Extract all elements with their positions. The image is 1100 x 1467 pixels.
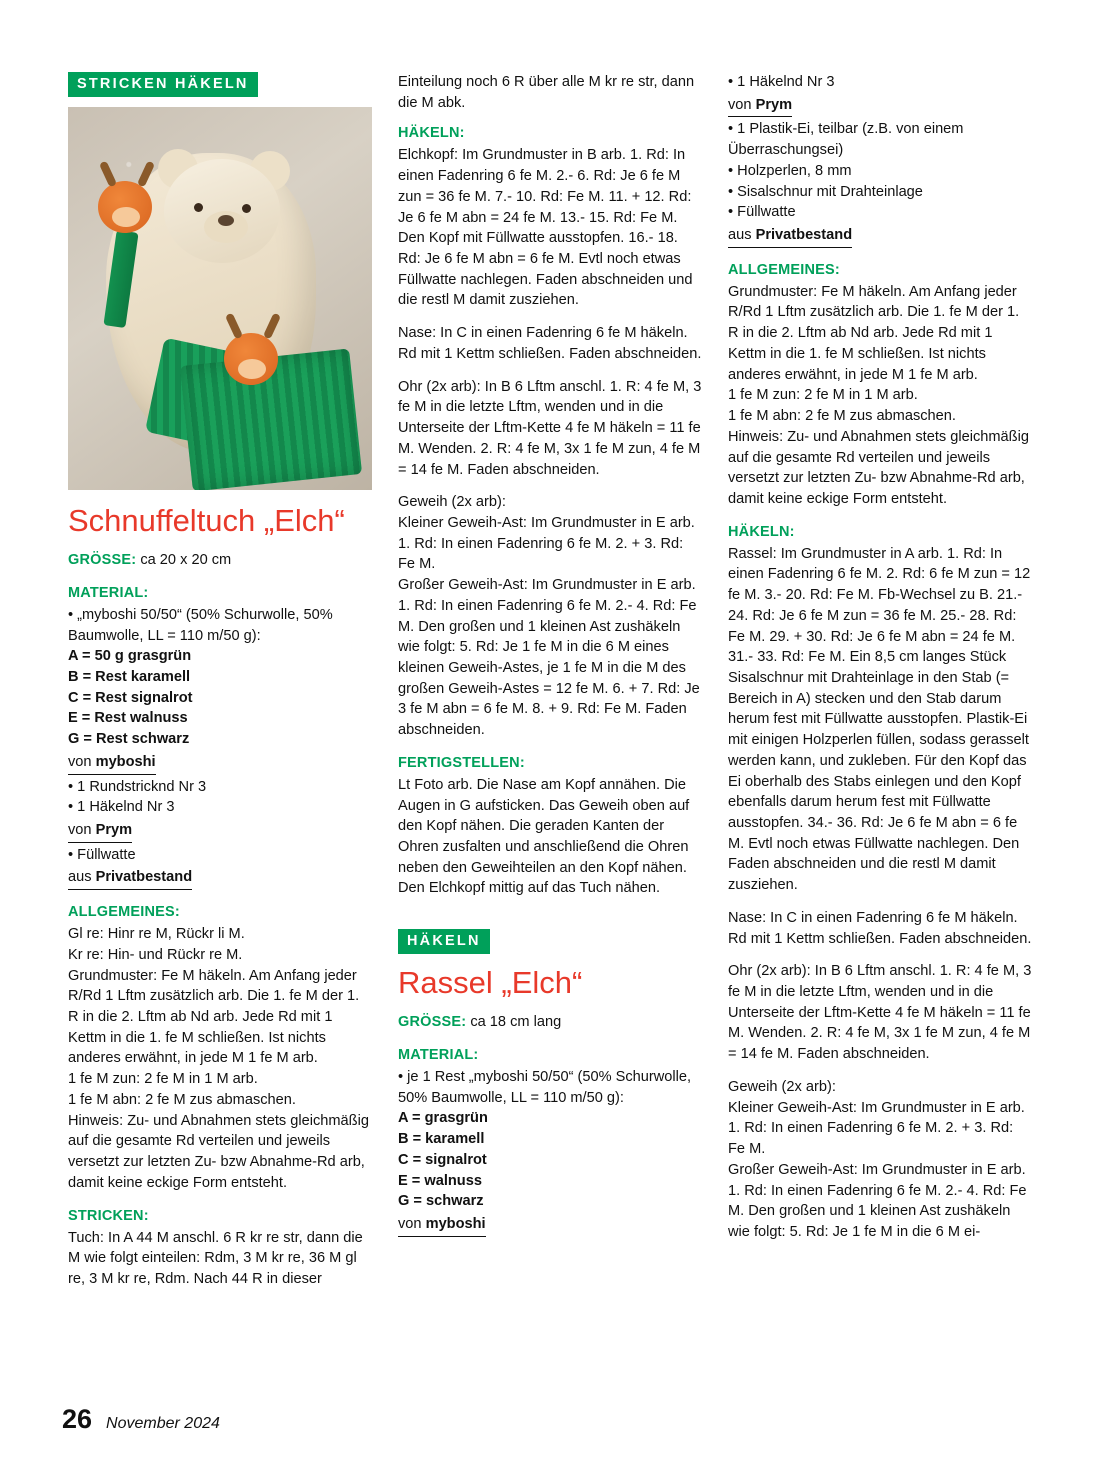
brand-prym-line-2 — [728, 95, 792, 118]
general-abnahme: 1 fe M abn: 2 fe M zus abmaschen. — [68, 1091, 296, 1108]
knit-heading: STRICKEN: — [68, 1207, 149, 1224]
size-heading-2: GRÖSSE: — [398, 1014, 467, 1031]
three-column-layout — [68, 72, 1032, 1302]
yarn-a — [68, 646, 372, 667]
nase-text-2: Nase: In C in einen Fadenring 6 fe M häkeln. Rd mit 1 Kettm schließen. Faden abschneiden. — [728, 909, 1032, 947]
yarn-a-text: A = 50 g grasgrün — [68, 648, 192, 665]
brand-privatbestand: Privatbestand — [95, 869, 193, 886]
crochet-heading-2: HÄKELN: — [728, 523, 795, 540]
size-line-2 — [398, 1012, 702, 1033]
material-heading-2: MATERIAL: — [398, 1046, 479, 1063]
item-fuellwatte-2: • Füllwatte — [728, 204, 796, 221]
crochet-heading: HÄKELN: — [398, 125, 465, 142]
project-photo — [68, 107, 372, 490]
yarn2-e — [398, 1171, 702, 1192]
extra-list — [68, 845, 372, 866]
tool-list-3 — [728, 72, 1032, 93]
item-plastik-ei: • 1 Plastik-Ei, teilbar (z.B. von einem Überraschungsei) — [728, 121, 964, 159]
ohr-text: Ohr (2x arb): In B 6 Lftm anschl. 1. R: 4 fe M, 3 fe M in die letzte Lftm, wenden und in die Unterseite der Lftm-Kette 4 fe M häkeln = 11 fe M. Wenden. 2. R: 4 fe M, 3x 1 fe M zun, 4 fe M = 14 fe M. Faden abschneiden. — [398, 378, 702, 478]
material-heading: MATERIAL: — [68, 584, 149, 601]
brand-privatbestand-2: Privatbestand — [755, 227, 853, 244]
yarn-b-text: B = Rest karamell — [68, 668, 191, 685]
item-sisalschnur: • Sisalschnur mit Drahteinlage — [728, 183, 923, 200]
brand-prefix-von-3: von — [398, 1216, 422, 1232]
brand-prefix-von-2: von — [68, 822, 92, 838]
yarn2-g-text: G = schwarz — [398, 1193, 484, 1210]
yarn-e — [68, 708, 372, 729]
tool-haekelnadel-2: • 1 Häkelnd Nr 3 — [728, 74, 835, 90]
page-number: 26 — [62, 1404, 93, 1434]
bear-eye-right — [242, 204, 251, 213]
bear-nose — [218, 215, 234, 226]
general-heading-2: ALLGEMEINES: — [728, 261, 840, 278]
size-value-2: ca 18 cm lang — [470, 1014, 562, 1031]
yarn2-c-text: C = signalrot — [398, 1151, 487, 1168]
tool-haekelnadel: • 1 Häkelnd Nr 3 — [68, 799, 175, 816]
yarn-c — [68, 688, 372, 709]
geweih-gross-text-2: Großer Geweih-Ast: Im Grundmuster in E arb. 1. Rd: In einen Fadenring 6 fe M. 2.- 4. Rd: Fe M. Den großen und 1 kleinen Ast zushäkeln wie folgt: 5. Rd: Je 1 fe M in die 6 M ei- — [728, 1161, 1027, 1240]
yarn2-e-text: E = walnuss — [398, 1172, 482, 1189]
tools-list — [68, 777, 372, 818]
page-title-2: Rassel „Elch“ — [398, 965, 583, 1001]
size-line — [68, 550, 372, 571]
knit-text: Tuch: In A 44 M anschl. 6 R kr re str, dann die M wie folgt einteilen: Rdm, 3 M kr re, 36 M gl re, 3 M kr re, Rdm. Nach 44 R in dieser — [68, 1229, 363, 1287]
elk-muzzle — [112, 207, 140, 227]
yarn-list — [68, 646, 372, 750]
column-middle — [398, 72, 702, 1302]
material-items-3 — [728, 119, 1032, 223]
bear-eye-left — [194, 203, 203, 212]
finish-heading: FERTIGSTELLEN: — [398, 754, 525, 771]
brand-prym-2: Prym — [755, 96, 793, 113]
general-hinweis-2: Hinweis: Zu- und Abnahmen stets gleichmäßig auf die gesamte Rd verteilen und jeweils versetzt zur letzten Zu- bzw Abnahme-Rd arb, damit keine eckige Form entsteht. — [728, 428, 1029, 507]
geweih-gross-text: Großer Geweih-Ast: Im Grundmuster in E arb. 1. Rd: In einen Fadenring 6 fe M. 2.- 4. Rd: Fe M. Den großen und 1 kleinen Ast zushäkeln wie folgt: 5. Rd: Je 1 fe M in die 6 M eines kleinen Geweih-Astes, je 1 fe M in die M des großen Geweih-Astes = 12 fe M. 6. + 7. Rd: Je 3 fe M abn = 6 fe M. 8. + 9. Rd: Fe M. Faden abschneiden. — [398, 577, 700, 739]
general-hinweis: Hinweis: Zu- und Abnahmen stets gleichmäßig auf die gesamte Rd verteilen und jeweils versetzt zur letzten Zu- bzw Abnahme-Rd arb, damit keine eckige Form entsteht. — [68, 1112, 369, 1191]
issue-date: November 2024 — [106, 1415, 220, 1432]
brand-myboshi: myboshi — [95, 753, 156, 770]
ohr-text-2: Ohr (2x arb): In B 6 Lftm anschl. 1. R: 4 fe M, 3 fe M in die letzte Lftm, wenden und in die Unterseite der Lftm-Kette 4 fe M häkeln = 11 fe M. Wenden. 2. R: 4 fe M, 3x 1 fe M zun, 4 fe M = 14 fe M. Faden abschneiden. — [728, 963, 1032, 1063]
yarn-list-2 — [398, 1108, 702, 1212]
finish-text: Lt Foto arb. Die Nase am Kopf annähen. Die Augen in G aufsticken. Das Geweih oben auf den Kopf nähen. Die geraden Kanten der Ohren zusfalten und anschließend die Ohren neben den Geweihteilen an den Kopf nähen. Den Elchkopf mittig auf das Tuch nähen. — [398, 776, 690, 897]
geweih-heading: Geweih (2x arb): — [398, 494, 506, 511]
brand-prym: Prym — [95, 822, 133, 838]
geweih-heading-2: Geweih (2x arb): — [728, 1078, 836, 1095]
general-abnahme-2: 1 fe M abn: 2 fe M zus abmaschen. — [728, 408, 956, 425]
section-tag-stricken-haekeln: STRICKEN HÄKELN — [68, 72, 258, 97]
yarn-c-text: C = Rest signalrot — [68, 689, 193, 706]
page-footer — [62, 1404, 220, 1435]
size-value: ca 20 x 20 cm — [140, 552, 232, 569]
material-intro-2: • je 1 Rest „myboshi 50/50“ (50% Schurwolle, 50% Baumwolle, LL = 110 m/50 g): — [398, 1068, 692, 1106]
general-zunahme: 1 fe M zun: 2 fe M in 1 M arb. — [68, 1071, 258, 1088]
yarn2-b-text: B = karamell — [398, 1131, 485, 1148]
nase-text: Nase: In C in einen Fadenring 6 fe M häkeln. Rd mit 1 Kettm schließen. Faden abschneiden. — [398, 325, 702, 362]
yarn2-a — [398, 1108, 702, 1129]
brand-myboshi-line — [68, 752, 156, 775]
page-title: Schnuffeltuch „Elch“ — [68, 503, 345, 538]
yarn2-c — [398, 1150, 702, 1171]
item-holzperlen: • Holzperlen, 8 mm — [728, 162, 852, 179]
brand-prym-line — [68, 820, 132, 843]
brand-prefix-aus-2: aus — [728, 227, 752, 244]
general-gl-re: Gl re: Hinr re M, Rückr li M. — [68, 926, 245, 943]
yarn-b — [68, 667, 372, 688]
rassel-text: Rassel: Im Grundmuster in A arb. 1. Rd: In einen Fadenring 6 fe M. 2. Rd: 6 fe M zun = 12 fe M. 3.- 20. Rd: Fe M. Fb-Wechsel zu B. 21.- 24. Rd: Je 6 fe M zun = 36 fe M. 25.- 28. Rd: Fe M. 29. + 30. Rd: Je 6 fe M abn = 24 fe M. 31.- 33. Rd: Fe M. Ein 8,5 cm langes Stück Sisalschnur mit Drahteinlage in den Stab (= Bereich in A) stecken und den Stab darum herum fest mit Füllwatte ausstopfen. Plastik-Ei mit einigen Holzperlen füllen, sodass gerasselt werden kann, und zukleben. Für den Kopf das Ei oberhalb des Stabs einlegen und den Kopf ebenfalls darum herum fest mit Füllwatte ausstopfen. 34.- 36. Rd: Je 6 fe M abn = 6 fe M. Evtl noch etwas Füllwatte nachlegen. Den Faden abschneiden und die restl M damit zusziehen. — [728, 545, 1031, 894]
yarn-g-text: G = Rest schwarz — [68, 731, 190, 748]
brand-prefix-aus: aus — [68, 869, 92, 886]
brand-prefix-von: von — [68, 753, 92, 770]
yarn2-b — [398, 1129, 702, 1150]
yarn-g — [68, 729, 372, 750]
item-fuellwatte: • Füllwatte — [68, 846, 136, 863]
brand-prefix-von-4: von — [728, 96, 752, 113]
general-kr-re: Kr re: Hin- und Rückr re M. — [68, 946, 243, 963]
yarn2-a-text: A = grasgrün — [398, 1110, 488, 1127]
yarn2-g — [398, 1191, 702, 1212]
general-heading: ALLGEMEINES: — [68, 904, 180, 921]
geweih-klein-text: Kleiner Geweih-Ast: Im Grundmuster in E arb. 1. Rd: In einen Fadenring 6 fe M. 2. + 3. Rd: Fe M. — [398, 514, 695, 573]
elk-blanket-muzzle — [238, 359, 266, 379]
material-intro: • „myboshi 50/50“ (50% Schurwolle, 50% Baumwolle, LL = 110 m/50 g): — [68, 606, 333, 644]
geweih-klein-text-2: Kleiner Geweih-Ast: Im Grundmuster in E arb. 1. Rd: In einen Fadenring 6 fe M. 2. + 3. Rd: Fe M. — [728, 1099, 1025, 1158]
yarn-e-text: E = Rest walnuss — [68, 710, 188, 727]
general-grundmuster: Grundmuster: Fe M häkeln. Am Anfang jeder R/Rd 1 Lftm zusätzlich arb. Die 1. fe M der 1. R in die 2. Lftm ab Nd arb. Jede Rd mit 1 Kettm in die 1. fe M schließen. Ist nichts anderes erwähnt, in jede M 1 fe M arb. — [68, 967, 360, 1067]
size-heading: GRÖSSE: — [68, 552, 137, 569]
brand-myboshi-2: myboshi — [425, 1216, 486, 1232]
general-zunahme-2: 1 fe M zun: 2 fe M in 1 M arb. — [728, 387, 918, 404]
section-tag-haekeln: HÄKELN — [398, 929, 490, 954]
elchkopf-text: Elchkopf: Im Grundmuster in B arb. 1. Rd: In einen Fadenring 6 fe M. 2.- 6. Rd: Je 6 fe M zun = 36 fe M. 7.- 10. Rd: Fe M. 11. + 12. Rd: Je 6 fe M abn = 24 fe M. 13.- 15. Rd: Fe M. Den Kopf mit Füllwatte ausstopfen. 16.- 18. Rd: Je 6 fe M abn = 6 fe M. Evtl noch etwas Füllwatte nachlegen. Faden abschneiden und die restl M damit zusziehen. — [398, 147, 693, 309]
brand-privatbestand-line — [68, 867, 192, 890]
column-left — [68, 72, 372, 1302]
column-right — [728, 72, 1032, 1302]
tool-rundstricknadel: • 1 Rundstricknd Nr 3 — [68, 778, 207, 795]
continued-text: Einteilung noch 6 R über alle M kr re str, dann die M abk. — [398, 74, 695, 111]
general-grundmuster-2: Grundmuster: Fe M häkeln. Am Anfang jeder R/Rd 1 Lftm zusätzlich arb. Die 1. fe M der 1. R in die 2. Lftm ab Nd arb. Jede Rd mit 1 Kettm in die 1. fe M schließen. Ist nichts anderes erwähnt, in jede M 1 fe M arb. — [728, 283, 1020, 383]
brand-myboshi-line-2 — [398, 1214, 486, 1237]
brand-privatbestand-line-2 — [728, 225, 852, 248]
